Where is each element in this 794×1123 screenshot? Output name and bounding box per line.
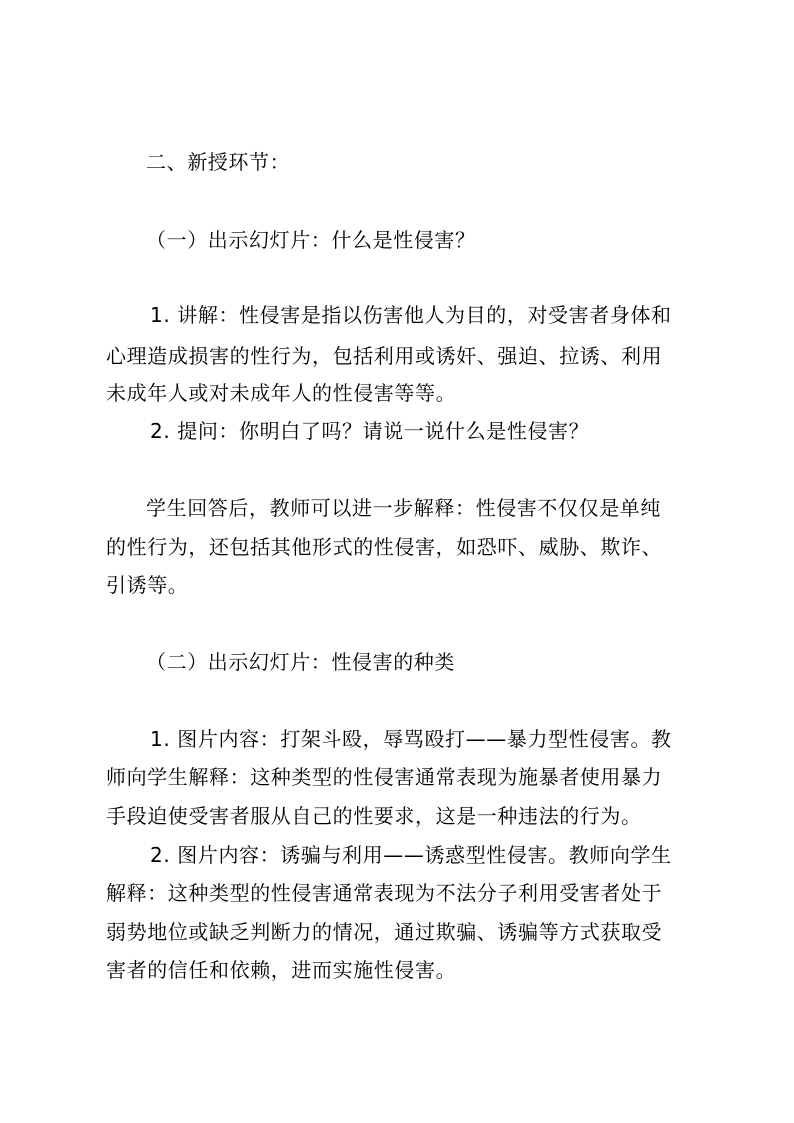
part2-item1-line1: 1. 图片内容：打架斗殴，辱骂殴打——暴力型性侵害。教 (150, 727, 672, 751)
part2-item2-line1: 2. 图片内容：诱骗与利用——诱惑型性侵害。教师向学生 (150, 843, 672, 867)
section-heading: 二、新授环节： (146, 150, 291, 174)
part1-answer-line3: 引诱等。 (106, 573, 189, 597)
part1-item1-line1: 1. 讲解：性侵害是指以伤害他人为目的，对受害者身体和 (150, 303, 672, 327)
part2-item2-line3: 弱势地位或缺乏判断力的情况，通过欺骗、诱骗等方式获取受 (106, 920, 663, 944)
part1-answer-line1: 学生回答后，教师可以进一步解释：性侵害不仅仅是单纯 (146, 496, 661, 520)
part2-item2-line4: 害者的信任和依赖，进而实施性侵害。 (106, 958, 457, 982)
part2-item1-line3: 手段迫使受害者服从自己的性要求，这是一种违法的行为。 (106, 804, 642, 828)
part2-item1-line2: 师向学生解释：这种类型的性侵害通常表现为施暴者使用暴力 (106, 765, 663, 789)
part1-answer-line2: 的性行为，还包括其他形式的性侵害，如恐吓、威胁、欺诈、 (106, 535, 663, 559)
part1-item2: 2. 提问：你明白了吗？请说一说什么是性侵害？ (150, 419, 590, 443)
part1-item1-line3: 未成年人或对未成年人的性侵害等等。 (106, 381, 457, 405)
part2-item2-line2: 解释：这种类型的性侵害通常表现为不法分子利用受害者处于 (106, 881, 663, 905)
part2-heading: （二）出示幻灯片：性侵害的种类 (146, 650, 455, 674)
part1-item1-line2: 心理造成损害的性行为，包括利用或诱奸、强迫、拉诱、利用 (106, 344, 663, 368)
part1-heading: （一）出示幻灯片：什么是性侵害？ (146, 228, 476, 252)
